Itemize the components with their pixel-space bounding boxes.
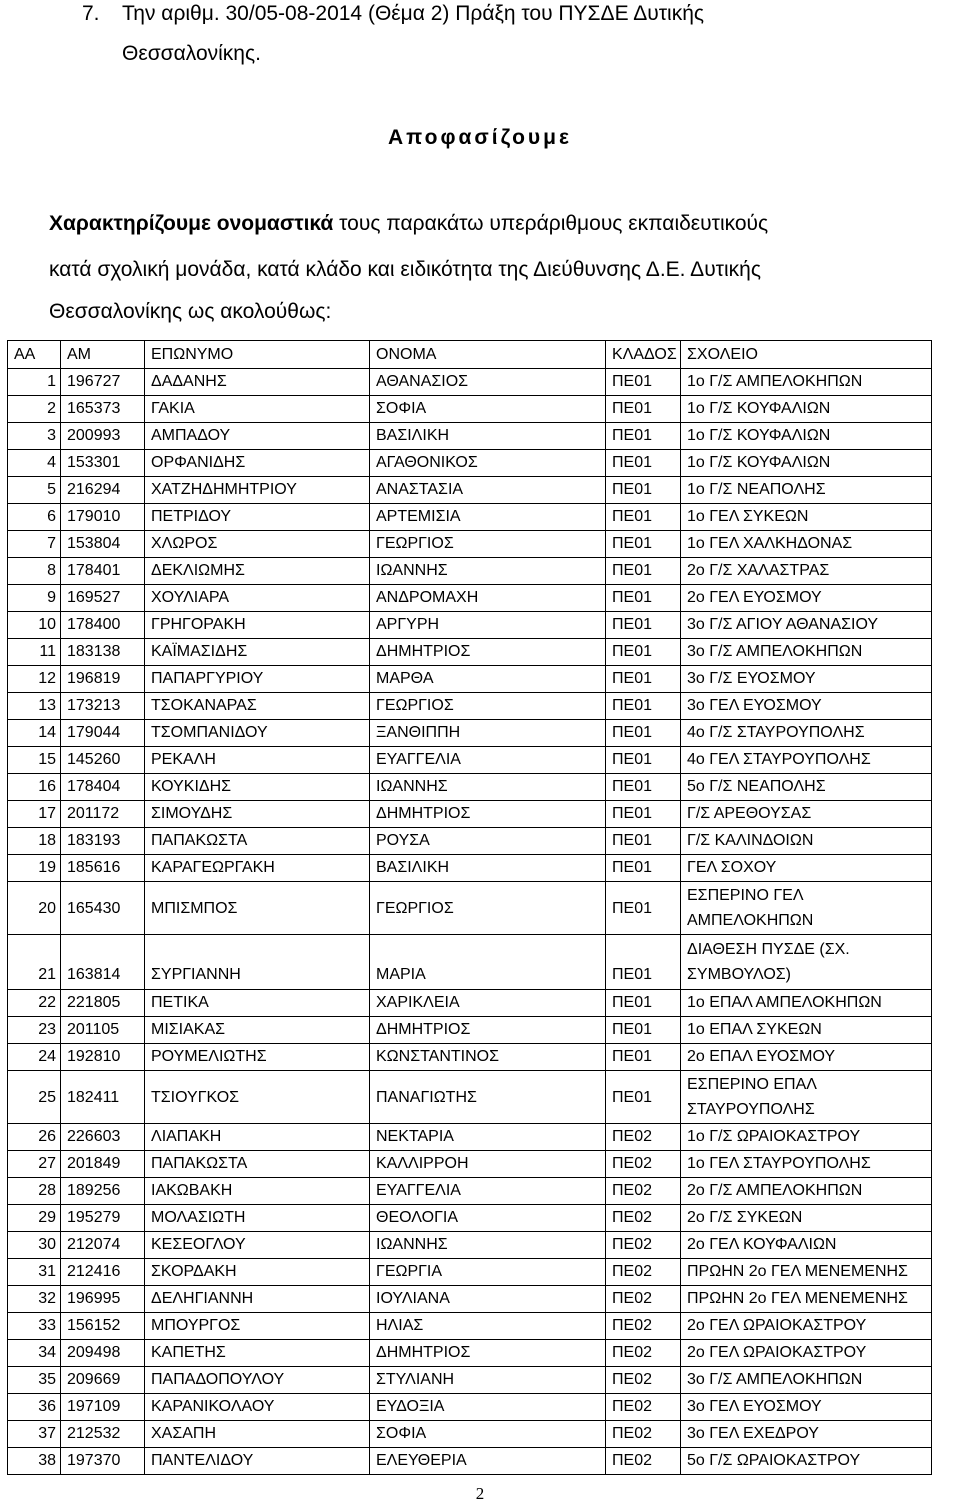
cell-school: Γ/Σ ΚΑΛΙΝΔΟΙΩΝ [681,828,932,855]
table-row [8,504,932,531]
cell-school: 1ο Γ/Σ ΚΟΥΦΑΛΙΩΝ [681,423,932,450]
cell-surname: ΓΑΚΙΑ [145,396,370,423]
cell-aa: 25 [8,1071,61,1124]
decision-heading: Αποφασίζουμε [388,126,572,149]
cell-branch: ΠΕ02 [606,1259,681,1286]
cell-surname: ΜΠΙΣΜΠΟΣ [145,882,370,935]
cell-school: 5ο Γ/Σ ΝΕΑΠΟΛΗΣ [681,774,932,801]
cell-aa: 18 [8,828,61,855]
table-row [8,1071,932,1124]
cell-branch: ΠΕ01 [606,693,681,720]
cell-am: 196727 [61,369,145,396]
cell-school: ΕΣΠΕΡΙΝΟ ΕΠΑΛ ΣΤΑΥΡΟΥΠΟΛΗΣ [681,1071,932,1124]
cell-surname: ΛΙΑΠΑΚΗ [145,1124,370,1151]
cell-surname: ΡΕΚΑΛΗ [145,747,370,774]
cell-branch: ΠΕ01 [606,855,681,882]
cell-am: 212532 [61,1421,145,1448]
cell-school: 3ο Γ/Σ ΑΜΠΕΛΟΚΗΠΩΝ [681,639,932,666]
table-row [8,747,932,774]
table-row [8,612,932,639]
table-row [8,1259,932,1286]
header-branch: ΚΛΑΔΟΣ [606,341,681,369]
cell-school: 1ο ΕΠΑΛ ΣΥΚΕΩΝ [681,1017,932,1044]
cell-name: ΘΕΟΛΟΓΙΑ [370,1205,606,1232]
cell-am: 179044 [61,720,145,747]
cell-branch: ΠΕ01 [606,558,681,585]
cell-am: 165430 [61,882,145,935]
cell-school: 2ο ΓΕΛ ΕΥΟΣΜΟΥ [681,585,932,612]
cell-surname: ΙΑΚΩΒΑΚΗ [145,1178,370,1205]
cell-name: ΣΟΦΙΑ [370,1421,606,1448]
cell-branch: ΠΕ02 [606,1340,681,1367]
cell-branch: ΠΕ01 [606,720,681,747]
cell-surname: ΠΑΠΑΚΩΣΤΑ [145,1151,370,1178]
surplus-teachers-table [7,340,932,1475]
cell-aa: 3 [8,423,61,450]
cell-school: 1ο ΕΠΑΛ ΑΜΠΕΛΟΚΗΠΩΝ [681,990,932,1017]
cell-school: ΓΕΛ ΣΟΧΟΥ [681,855,932,882]
cell-aa: 35 [8,1367,61,1394]
cell-school: 2ο Γ/Σ ΑΜΠΕΛΟΚΗΠΩΝ [681,1178,932,1205]
table-row [8,1232,932,1259]
cell-name: ΔΗΜΗΤΡΙΟΣ [370,1017,606,1044]
cell-school: 2ο ΓΕΛ ΩΡΑΙΟΚΑΣΤΡΟΥ [681,1340,932,1367]
cell-aa: 12 [8,666,61,693]
table-row [8,1448,932,1475]
cell-school: 3ο Γ/Σ ΑΜΠΕΛΟΚΗΠΩΝ [681,1367,932,1394]
cell-surname: ΚΑΡΑΝΙΚΟΛΑΟΥ [145,1394,370,1421]
cell-am: 153301 [61,450,145,477]
cell-am: 145260 [61,747,145,774]
table-row [8,1340,932,1367]
cell-am: 200993 [61,423,145,450]
cell-aa: 11 [8,639,61,666]
cell-am: 165373 [61,396,145,423]
cell-branch: ΠΕ01 [606,369,681,396]
cell-aa: 32 [8,1286,61,1313]
table-row [8,1151,932,1178]
cell-surname: ΚΑΪΜΑΣΙΔΗΣ [145,639,370,666]
cell-am: 173213 [61,693,145,720]
cell-surname: ΔΕΛΗΓΙΑΝΝΗ [145,1286,370,1313]
cell-surname: ΜΠΟΥΡΓΟΣ [145,1313,370,1340]
cell-surname: ΠΑΝΤΕΛΙΔΟΥ [145,1448,370,1475]
table-row [8,990,932,1017]
cell-aa: 2 [8,396,61,423]
header-name: ΟΝΟΜΑ [370,341,606,369]
cell-name: ΑΝΑΣΤΑΣΙΑ [370,477,606,504]
cell-am: 169527 [61,585,145,612]
cell-branch: ΠΕ02 [606,1124,681,1151]
cell-am: 195279 [61,1205,145,1232]
table-row [8,1367,932,1394]
cell-aa: 24 [8,1044,61,1071]
cell-school: 3ο ΓΕΛ ΕΥΟΣΜΟΥ [681,1394,932,1421]
table-row [8,774,932,801]
cell-name: ΓΕΩΡΓΙΑ [370,1259,606,1286]
cell-surname: ΑΜΠΑΔΟΥ [145,423,370,450]
table-row [8,855,932,882]
cell-school: 3ο Γ/Σ ΑΓΙΟΥ ΑΘΑΝΑΣΙΟΥ [681,612,932,639]
cell-surname: ΓΡΗΓΟΡΑΚΗ [145,612,370,639]
cell-aa: 8 [8,558,61,585]
cell-branch: ΠΕ01 [606,612,681,639]
cell-aa: 16 [8,774,61,801]
cell-branch: ΠΕ01 [606,666,681,693]
cell-name: ΑΘΑΝΑΣΙΟΣ [370,369,606,396]
cell-name: ΓΕΩΡΓΙΟΣ [370,693,606,720]
item-text-line2: Θεσσαλονίκης. [122,42,261,65]
table-row [8,396,932,423]
cell-am: 153804 [61,531,145,558]
cell-aa: 29 [8,1205,61,1232]
table-row [8,558,932,585]
cell-surname: ΧΑΣΑΠΗ [145,1421,370,1448]
cell-name: ΡΟΥΣΑ [370,828,606,855]
cell-am: 163814 [61,935,145,990]
cell-name: ΜΑΡΘΑ [370,666,606,693]
cell-aa: 28 [8,1178,61,1205]
cell-surname: ΚΕΣΕΟΓΛΟΥ [145,1232,370,1259]
cell-school: 2ο ΓΕΛ ΩΡΑΙΟΚΑΣΤΡΟΥ [681,1313,932,1340]
cell-surname: ΜΙΣΙΑΚΑΣ [145,1017,370,1044]
cell-am: 189256 [61,1178,145,1205]
cell-name: ΙΟΥΛΙΑΝΑ [370,1286,606,1313]
cell-name: ΣΤΥΛΙΑΝΗ [370,1367,606,1394]
cell-branch: ΠΕ01 [606,531,681,558]
cell-aa: 5 [8,477,61,504]
cell-am: 197109 [61,1394,145,1421]
paragraph-line2: κατά σχολική μονάδα, κατά κλάδο και ειδικότητα της Διεύθυνσης Δ.Ε. Δυτικής [49,258,761,281]
cell-aa: 23 [8,1017,61,1044]
cell-surname: ΣΙΜΟΥΔΗΣ [145,801,370,828]
table-row [8,639,932,666]
cell-am: 196995 [61,1286,145,1313]
cell-branch: ΠΕ01 [606,396,681,423]
cell-branch: ΠΕ01 [606,639,681,666]
cell-school: 1ο Γ/Σ ΝΕΑΠΟΛΗΣ [681,477,932,504]
cell-branch: ΠΕ01 [606,1071,681,1124]
cell-name: ΞΑΝΘΙΠΠΗ [370,720,606,747]
cell-name: ΙΩΑΝΝΗΣ [370,558,606,585]
table-row [8,801,932,828]
cell-name: ΠΑΝΑΓΙΩΤΗΣ [370,1071,606,1124]
table-row [8,477,932,504]
table-row [8,1124,932,1151]
cell-aa: 7 [8,531,61,558]
cell-branch: ΠΕ01 [606,990,681,1017]
cell-name: ΓΕΩΡΓΙΟΣ [370,531,606,558]
cell-am: 183193 [61,828,145,855]
table-body [8,369,932,1475]
page-number: 2 [475,1484,485,1503]
table-row [8,1394,932,1421]
cell-school: 4ο Γ/Σ ΣΤΑΥΡΟΥΠΟΛΗΣ [681,720,932,747]
cell-branch: ΠΕ01 [606,585,681,612]
cell-surname: ΧΛΩΡΟΣ [145,531,370,558]
item-number: 7. [82,2,100,25]
cell-school: 2ο ΓΕΛ ΚΟΥΦΑΛΙΩΝ [681,1232,932,1259]
cell-name: ΗΛΙΑΣ [370,1313,606,1340]
cell-name: ΕΥΔΟΞΙΑ [370,1394,606,1421]
cell-branch: ΠΕ01 [606,1044,681,1071]
cell-school: 1ο Γ/Σ ΑΜΠΕΛΟΚΗΠΩΝ [681,369,932,396]
cell-name: ΣΟΦΙΑ [370,396,606,423]
cell-name: ΓΕΩΡΓΙΟΣ [370,882,606,935]
cell-aa: 34 [8,1340,61,1367]
cell-aa: 15 [8,747,61,774]
cell-school: 1ο ΓΕΛ ΣΤΑΥΡΟΥΠΟΛΗΣ [681,1151,932,1178]
cell-school: 1ο ΓΕΛ ΣΥΚΕΩΝ [681,504,932,531]
table-row [8,1421,932,1448]
cell-name: ΝΕΚΤΑΡΙΑ [370,1124,606,1151]
table-header-row [8,341,932,369]
cell-school: 1ο ΓΕΛ ΧΑΛΚΗΔΟΝΑΣ [681,531,932,558]
table-row [8,585,932,612]
cell-am: 196819 [61,666,145,693]
cell-surname: ΧΑΤΖΗΔΗΜΗΤΡΙΟΥ [145,477,370,504]
cell-school: 3ο ΓΕΛ ΕΧΕΔΡΟΥ [681,1421,932,1448]
cell-branch: ΠΕ02 [606,1232,681,1259]
cell-surname: ΔΕΚΛΙΩΜΗΣ [145,558,370,585]
cell-school: 2ο ΕΠΑΛ ΕΥΟΣΜΟΥ [681,1044,932,1071]
cell-school: ΔΙΑΘΕΣΗ ΠΥΣΔΕ (ΣΧ. ΣΥΜΒΟΥΛΟΣ) [681,935,932,990]
cell-branch: ΠΕ01 [606,828,681,855]
header-am: ΑΜ [61,341,145,369]
cell-surname: ΚΑΠΕΤΗΣ [145,1340,370,1367]
cell-branch: ΠΕ01 [606,477,681,504]
cell-aa: 13 [8,693,61,720]
cell-surname: ΤΣΙΟΥΓΚΟΣ [145,1071,370,1124]
table-row [8,666,932,693]
table-row [8,693,932,720]
cell-aa: 33 [8,1313,61,1340]
cell-surname: ΠΕΤΡΙΔΟΥ [145,504,370,531]
cell-name: ΔΗΜΗΤΡΙΟΣ [370,639,606,666]
cell-branch: ΠΕ02 [606,1178,681,1205]
cell-am: 216294 [61,477,145,504]
cell-branch: ΠΕ01 [606,882,681,935]
cell-name: ΙΩΑΝΝΗΣ [370,774,606,801]
cell-school: 1ο Γ/Σ ΚΟΥΦΑΛΙΩΝ [681,396,932,423]
cell-school: 1ο Γ/Σ ΩΡΑΙΟΚΑΣΤΡΟΥ [681,1124,932,1151]
cell-surname: ΣΥΡΓΙΑΝΝΗ [145,935,370,990]
cell-school: 2ο Γ/Σ ΣΥΚΕΩΝ [681,1205,932,1232]
cell-am: 212416 [61,1259,145,1286]
paragraph-line3: Θεσσαλονίκης ως ακολούθως: [49,300,332,323]
cell-school: 5ο Γ/Σ ΩΡΑΙΟΚΑΣΤΡΟΥ [681,1448,932,1475]
cell-surname: ΤΣΟΚΑΝΑΡΑΣ [145,693,370,720]
cell-name: ΒΑΣΙΛΙΚΗ [370,423,606,450]
cell-branch: ΠΕ01 [606,774,681,801]
cell-surname: ΟΡΦΑΝΙΔΗΣ [145,450,370,477]
table-row [8,1313,932,1340]
cell-name: ΑΡΤΕΜΙΣΙΑ [370,504,606,531]
cell-aa: 9 [8,585,61,612]
cell-name: ΚΩΝΣΤΑΝΤΙΝΟΣ [370,1044,606,1071]
cell-am: 192810 [61,1044,145,1071]
cell-school: Γ/Σ ΑΡΕΘΟΥΣΑΣ [681,801,932,828]
cell-aa: 31 [8,1259,61,1286]
cell-school: 2ο Γ/Σ ΧΑΛΑΣΤΡΑΣ [681,558,932,585]
table-row [8,423,932,450]
cell-branch: ΠΕ01 [606,450,681,477]
paragraph-bold: Χαρακτηρίζουμε ονομαστικά [49,212,334,235]
cell-branch: ΠΕ02 [606,1313,681,1340]
table-row [8,1286,932,1313]
cell-surname: ΤΣΟΜΠΑΝΙΔΟΥ [145,720,370,747]
cell-surname: ΧΟΥΛΙΑΡΑ [145,585,370,612]
cell-aa: 6 [8,504,61,531]
cell-surname: ΠΑΠΑΚΩΣΤΑ [145,828,370,855]
cell-branch: ΠΕ02 [606,1151,681,1178]
cell-aa: 22 [8,990,61,1017]
cell-am: 201172 [61,801,145,828]
table-row [8,828,932,855]
cell-aa: 10 [8,612,61,639]
cell-name: ΜΑΡΙΑ [370,935,606,990]
cell-am: 179010 [61,504,145,531]
cell-school: 3ο ΓΕΛ ΕΥΟΣΜΟΥ [681,693,932,720]
cell-branch: ΠΕ01 [606,747,681,774]
cell-am: 156152 [61,1313,145,1340]
table-row [8,882,932,935]
cell-school: 4ο ΓΕΛ ΣΤΑΥΡΟΥΠΟΛΗΣ [681,747,932,774]
cell-branch: ΠΕ02 [606,1421,681,1448]
cell-am: 201105 [61,1017,145,1044]
cell-surname: ΠΕΤΙΚΑ [145,990,370,1017]
cell-name: ΒΑΣΙΛΙΚΗ [370,855,606,882]
cell-surname: ΣΚΟΡΔΑΚΗ [145,1259,370,1286]
cell-school: ΠΡΩΗΝ 2ο ΓΕΛ ΜΕΝΕΜΕΝΗΣ [681,1259,932,1286]
cell-am: 178401 [61,558,145,585]
cell-aa: 38 [8,1448,61,1475]
cell-surname: ΡΟΥΜΕΛΙΩΤΗΣ [145,1044,370,1071]
cell-name: ΕΛΕΥΘΕΡΙΑ [370,1448,606,1475]
cell-name: ΕΥΑΓΓΕΛΙΑ [370,747,606,774]
cell-branch: ΠΕ02 [606,1205,681,1232]
cell-surname: ΔΑΔΑΝΗΣ [145,369,370,396]
cell-am: 212074 [61,1232,145,1259]
cell-aa: 36 [8,1394,61,1421]
header-school: ΣΧΟΛΕΙΟ [681,341,932,369]
cell-am: 182411 [61,1071,145,1124]
cell-aa: 17 [8,801,61,828]
cell-name: ΔΗΜΗΤΡΙΟΣ [370,801,606,828]
table-row [8,1178,932,1205]
cell-am: 209669 [61,1367,145,1394]
cell-name: ΔΗΜΗΤΡΙΟΣ [370,1340,606,1367]
cell-surname: ΚΑΡΑΓΕΩΡΓΑΚΗ [145,855,370,882]
cell-branch: ΠΕ01 [606,504,681,531]
cell-surname: ΠΑΠΑΔΟΠΟΥΛΟΥ [145,1367,370,1394]
cell-surname: ΠΑΠΑΡΓΥΡΙΟΥ [145,666,370,693]
table-row [8,369,932,396]
item-text-line1: Την αριθμ. 30/05-08-2014 (Θέμα 2) Πράξη του ΠΥΣΔΕ Δυτικής [122,2,705,25]
cell-am: 178404 [61,774,145,801]
table-row [8,720,932,747]
cell-branch: ΠΕ02 [606,1448,681,1475]
cell-school: ΕΣΠΕΡΙΝΟ ΓΕΛ ΑΜΠΕΛΟΚΗΠΩΝ [681,882,932,935]
cell-aa: 19 [8,855,61,882]
cell-surname: ΜΟΛΑΣΙΩΤΗ [145,1205,370,1232]
header-aa: ΑΑ [8,341,61,369]
cell-name: ΚΑΛΛΙΡΡΟΗ [370,1151,606,1178]
table-row [8,450,932,477]
cell-name: ΑΓΑΘΟΝΙΚΟΣ [370,450,606,477]
cell-aa: 30 [8,1232,61,1259]
cell-name: ΑΝΔΡΟΜΑΧΗ [370,585,606,612]
cell-branch: ΠΕ01 [606,423,681,450]
table-row [8,531,932,558]
cell-branch: ΠΕ02 [606,1394,681,1421]
table-row [8,1205,932,1232]
cell-name: ΑΡΓΥΡΗ [370,612,606,639]
cell-name: ΙΩΑΝΝΗΣ [370,1232,606,1259]
table-row [8,935,932,990]
cell-aa: 14 [8,720,61,747]
cell-school: 3ο Γ/Σ ΕΥΟΣΜΟΥ [681,666,932,693]
cell-branch: ΠΕ01 [606,1017,681,1044]
cell-am: 178400 [61,612,145,639]
cell-am: 197370 [61,1448,145,1475]
cell-branch: ΠΕ02 [606,1367,681,1394]
cell-name: ΕΥΑΓΓΕΛΙΑ [370,1178,606,1205]
cell-am: 209498 [61,1340,145,1367]
cell-aa: 27 [8,1151,61,1178]
cell-am: 201849 [61,1151,145,1178]
cell-aa: 26 [8,1124,61,1151]
cell-am: 226603 [61,1124,145,1151]
paragraph-line1-rest: τους παρακάτω υπεράριθμους εκπαιδευτικούς [333,212,769,235]
cell-aa: 1 [8,369,61,396]
cell-branch: ΠΕ01 [606,935,681,990]
paragraph-line1 [49,210,768,238]
table-row [8,1017,932,1044]
cell-am: 185616 [61,855,145,882]
cell-surname: ΚΟΥΚΙΔΗΣ [145,774,370,801]
cell-am: 183138 [61,639,145,666]
cell-name: ΧΑΡΙΚΛΕΙΑ [370,990,606,1017]
cell-school: 1ο Γ/Σ ΚΟΥΦΑΛΙΩΝ [681,450,932,477]
cell-school: ΠΡΩΗΝ 2ο ΓΕΛ ΜΕΝΕΜΕΝΗΣ [681,1286,932,1313]
header-surname: ΕΠΩΝΥΜΟ [145,341,370,369]
cell-aa: 21 [8,935,61,990]
cell-aa: 20 [8,882,61,935]
cell-branch: ΠΕ02 [606,1286,681,1313]
cell-branch: ΠΕ01 [606,801,681,828]
table-row [8,1044,932,1071]
cell-aa: 37 [8,1421,61,1448]
cell-aa: 4 [8,450,61,477]
cell-am: 221805 [61,990,145,1017]
